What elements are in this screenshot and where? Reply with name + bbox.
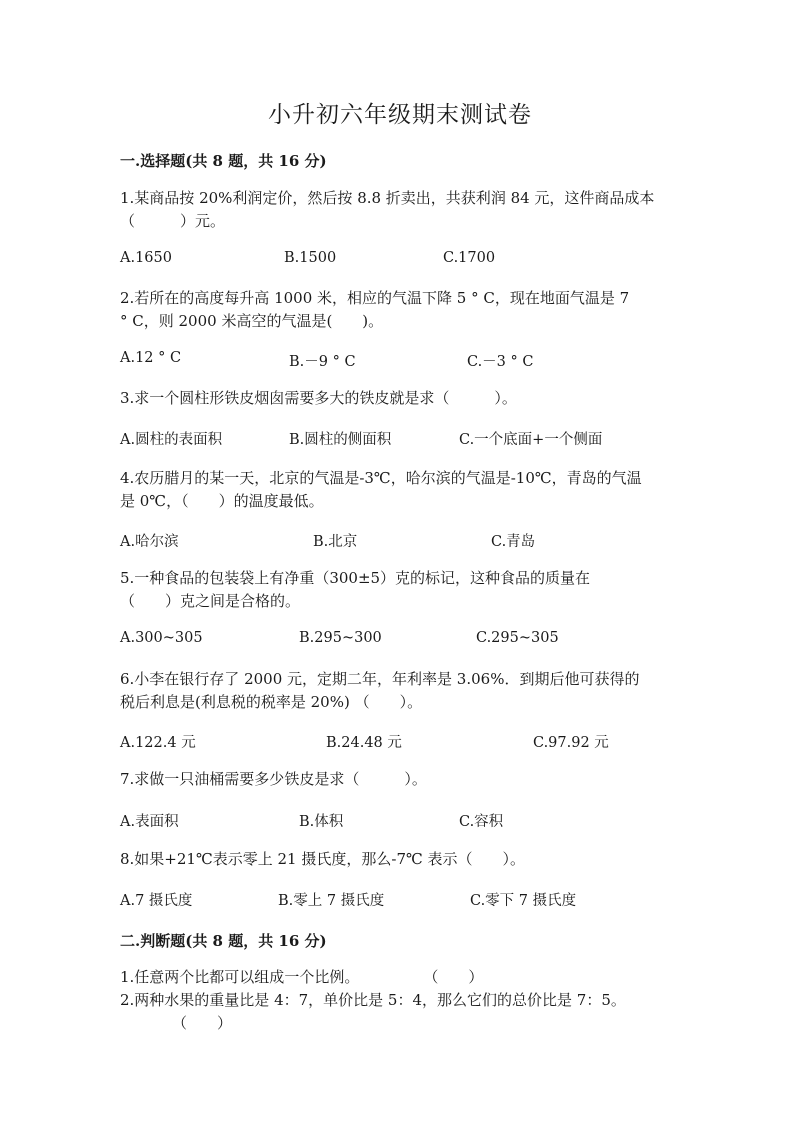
question-5-line2: （ ）克之间是合格的。 [120, 592, 301, 610]
question-8 [120, 848, 690, 871]
section1-heading: 一.选择题(共 8 题，共 16 分) [120, 152, 327, 170]
judge-item-2 [120, 989, 690, 1035]
question-2-option-a: A.12 ° C [120, 350, 182, 366]
question-5 [120, 567, 690, 613]
question-8-line1: 8.如果+21℃表示零上 21 摄氏度，那么-7℃ 表示（ ）。 [120, 850, 526, 868]
question-1-option-b: B.1500 [284, 250, 337, 266]
question-2-option-c: C.－3 ° C [467, 354, 534, 370]
question-6-line1: 6.小李在银行存了 2000 元，定期二年，年利率是 3.06%．到期后他可获得的 [120, 670, 640, 688]
judge-item-1 [120, 966, 690, 989]
question-3 [120, 387, 690, 410]
question-7-option-c: C.容积 [459, 814, 504, 830]
question-1-option-a: A.1650 [120, 250, 172, 266]
question-8-option-c: C.零下 7 摄氏度 [470, 893, 577, 909]
judge-item-2-answer-paren: （ ） [172, 1014, 233, 1032]
question-3-option-b: B.圆柱的侧面积 [289, 432, 392, 448]
question-1-line2: （ ）元。 [120, 212, 226, 230]
question-4-option-a: A.哈尔滨 [120, 534, 179, 550]
question-6-option-b: B.24.48 元 [326, 735, 402, 751]
question-6-line2: 税后利息是(利息税的税率是 20%) （ ）。 [120, 693, 423, 711]
section2-heading: 二.判断题(共 8 题，共 16 分) [120, 932, 327, 950]
question-3-option-c: C.一个底面+一个侧面 [459, 432, 603, 448]
question-5-option-b: B.295~300 [299, 630, 382, 646]
question-3-option-a: A.圆柱的表面积 [120, 432, 223, 448]
question-4-option-b: B.北京 [313, 534, 358, 550]
question-7-line1: 7.求做一只油桶需要多少铁皮是求（ ）。 [120, 770, 427, 788]
question-6-option-c: C.97.92 元 [533, 735, 609, 751]
question-7-option-a: A.表面积 [120, 814, 179, 830]
question-3-line1: 3.求一个圆柱形铁皮烟囱需要多大的铁皮就是求（ ）。 [120, 389, 517, 407]
question-5-option-a: A.300~305 [120, 630, 203, 646]
question-4 [120, 467, 690, 513]
question-7 [120, 768, 690, 791]
question-2 [120, 287, 690, 333]
judge-item-1-text: 1.任意两个比都可以组成一个比例。 [120, 968, 360, 986]
judge-item-2-text: 2.两种水果的重量比是 4：7，单价比是 5：4，那么它们的总价比是 7：5。 [120, 991, 626, 1009]
question-1-option-c: C.1700 [443, 250, 496, 266]
exam-title: 小升初六年级期末测试卷 [268, 102, 532, 128]
question-6 [120, 668, 690, 714]
question-8-option-a: A.7 摄氏度 [120, 893, 193, 909]
question-1-line1: 1.某商品按 20%利润定价，然后按 8.8 折卖出，共获利润 84 元，这件商品成本 [120, 189, 655, 207]
question-4-line2: 是 0℃，（ ）的温度最低。 [120, 492, 324, 510]
question-6-option-a: A.122.4 元 [120, 735, 196, 751]
question-5-line1: 5.一种食品的包装袋上有净重（300±5）克的标记，这种食品的质量在 [120, 569, 591, 587]
question-4-line1: 4.农历腊月的某一天，北京的气温是-3℃，哈尔滨的气温是-10℃，青岛的气温 [120, 469, 642, 487]
question-5-option-c: C.295~305 [476, 630, 559, 646]
question-2-line2: ° C，则 2000 米高空的气温是( )。 [120, 312, 384, 330]
judge-item-1-answer-paren: （ ） [423, 968, 484, 986]
question-8-option-b: B.零上 7 摄氏度 [278, 893, 385, 909]
question-2-option-b: B.－9 ° C [289, 354, 356, 370]
question-1 [120, 187, 690, 233]
question-4-option-c: C.青岛 [491, 534, 536, 550]
question-7-option-b: B.体积 [299, 814, 344, 830]
question-2-line1: 2.若所在的高度每升高 1000 米，相应的气温下降 5 ° C，现在地面气温是 7 [120, 289, 630, 307]
